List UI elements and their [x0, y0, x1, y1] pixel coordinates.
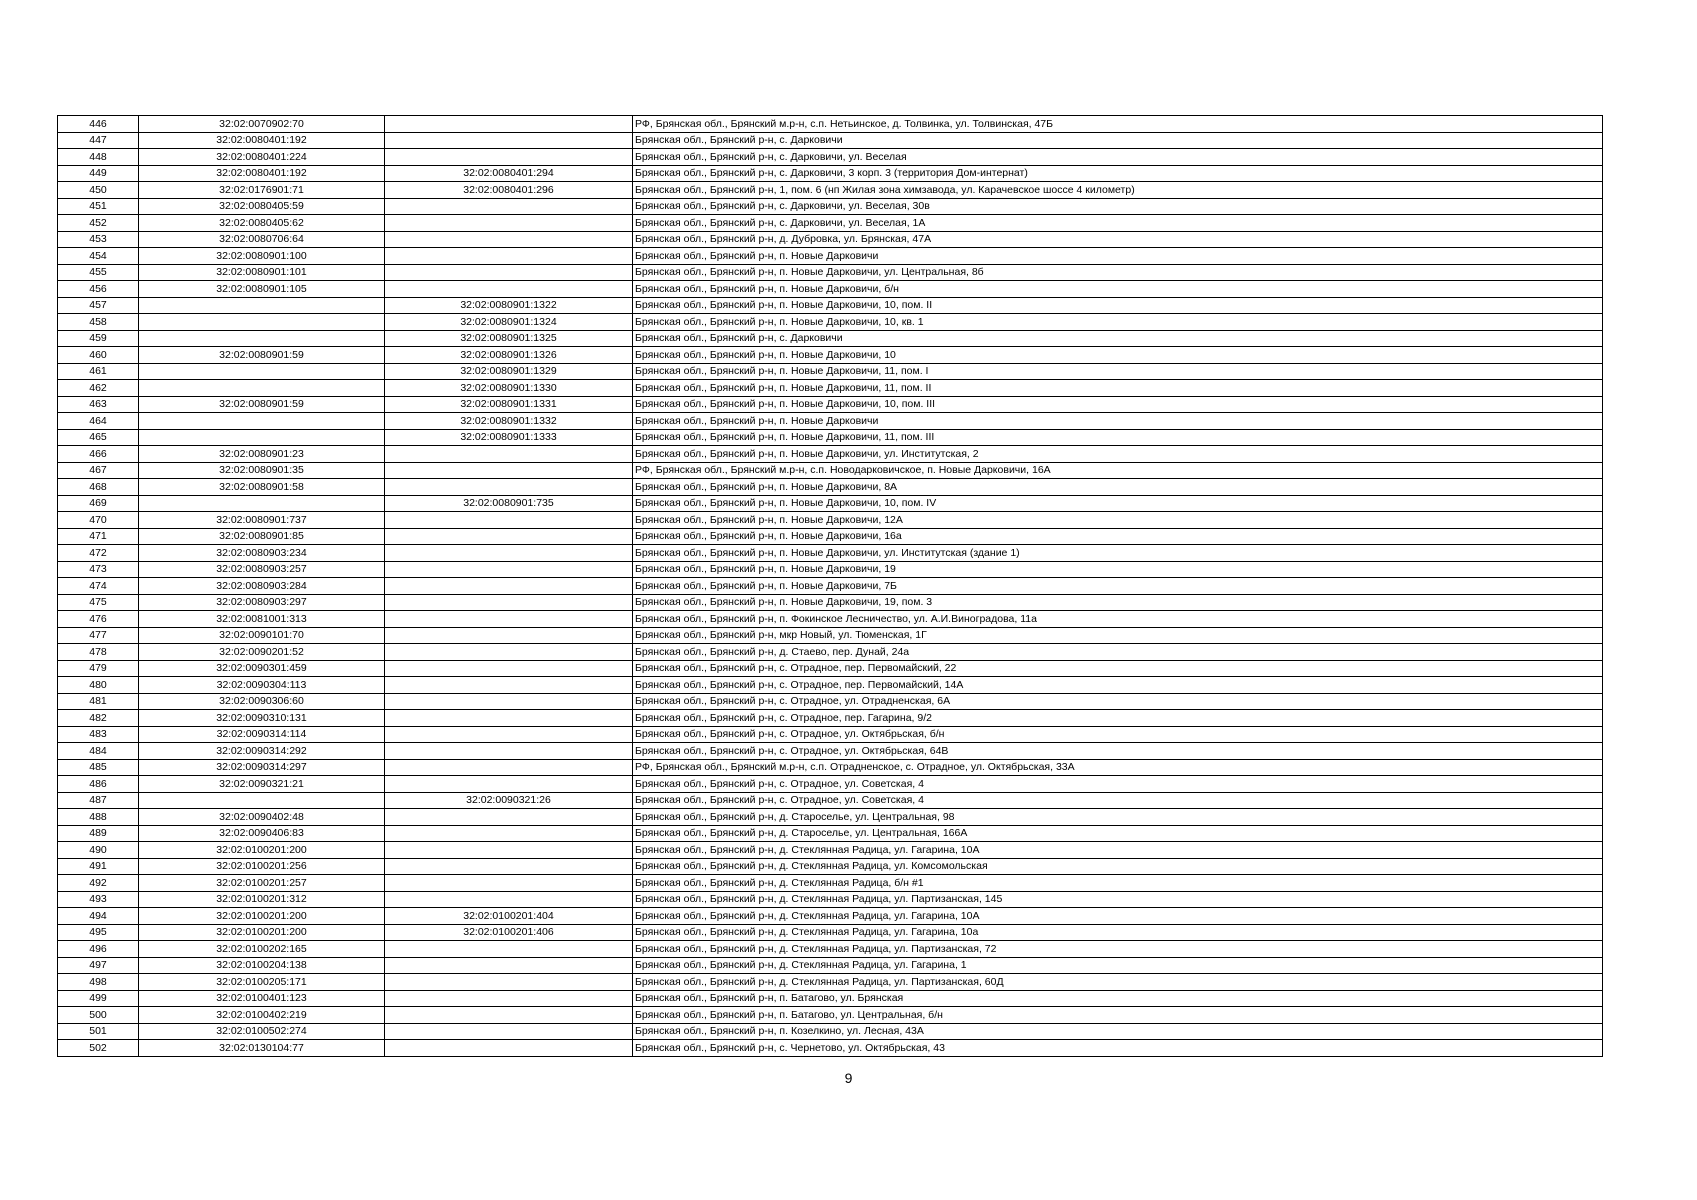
row-number-cell: 453 — [58, 231, 139, 248]
related-cadastral-number-cell — [385, 479, 633, 496]
cadastral-number-cell: 32:02:0090321:21 — [139, 776, 385, 793]
related-cadastral-number-cell: 32:02:0080901:1325 — [385, 330, 633, 347]
table-row — [58, 924, 1603, 941]
related-cadastral-number-cell — [385, 825, 633, 842]
table-row — [58, 429, 1603, 446]
related-cadastral-number-cell — [385, 611, 633, 628]
row-number-cell: 480 — [58, 677, 139, 694]
cadastral-number-cell: 32:02:0090101:70 — [139, 627, 385, 644]
address-cell: Брянская обл., Брянский р-н, мкр Новый, ул. Тюменская, 1Г — [633, 627, 1603, 644]
related-cadastral-number-cell — [385, 974, 633, 991]
cadastral-number-cell: 32:02:0080901:101 — [139, 264, 385, 281]
row-number-cell: 451 — [58, 198, 139, 215]
address-cell: Брянская обл., Брянский р-н, п. Новые Дарковичи, 12А — [633, 512, 1603, 529]
related-cadastral-number-cell — [385, 149, 633, 166]
related-cadastral-number-cell — [385, 726, 633, 743]
address-cell: Брянская обл., Брянский р-н, п. Новые Дарковичи — [633, 248, 1603, 265]
row-number-cell: 458 — [58, 314, 139, 331]
row-number-cell: 449 — [58, 165, 139, 182]
related-cadastral-number-cell — [385, 594, 633, 611]
row-number-cell: 467 — [58, 462, 139, 479]
address-cell: Брянская обл., Брянский р-н, д. Стеклянная Радица, ул. Комсомольская — [633, 858, 1603, 875]
row-number-cell: 474 — [58, 578, 139, 595]
address-cell: Брянская обл., Брянский р-н, п. Новые Дарковичи, 7Б — [633, 578, 1603, 595]
related-cadastral-number-cell — [385, 990, 633, 1007]
cadastral-number-cell: 32:02:0080903:257 — [139, 561, 385, 578]
cadastral-number-cell: 32:02:0080903:297 — [139, 594, 385, 611]
address-cell: Брянская обл., Брянский р-н, п. Новые Дарковичи, 19, пом. 3 — [633, 594, 1603, 611]
related-cadastral-number-cell — [385, 644, 633, 661]
cadastral-number-cell: 32:02:0090201:52 — [139, 644, 385, 661]
row-number-cell: 497 — [58, 957, 139, 974]
related-cadastral-number-cell — [385, 842, 633, 859]
row-number-cell: 447 — [58, 132, 139, 149]
row-number-cell: 455 — [58, 264, 139, 281]
row-number-cell: 471 — [58, 528, 139, 545]
address-cell: Брянская обл., Брянский р-н, п. Новые Дарковичи, 8А — [633, 479, 1603, 496]
cadastral-number-cell: 32:02:0080405:62 — [139, 215, 385, 232]
related-cadastral-number-cell — [385, 957, 633, 974]
related-cadastral-number-cell: 32:02:0080901:1333 — [385, 429, 633, 446]
cadastral-number-cell: 32:02:0090314:297 — [139, 759, 385, 776]
row-number-cell: 470 — [58, 512, 139, 529]
address-cell: Брянская обл., Брянский р-н, д. Дубровка, ул. Брянская, 47А — [633, 231, 1603, 248]
address-cell: РФ, Брянская обл., Брянский м.р-н, с.п. Нетьинское, д. Толвинка, ул. Толвинская, 47Б — [633, 116, 1603, 133]
address-cell: Брянская обл., Брянский р-н, д. Стеклянная Радица, ул. Партизанская, 145 — [633, 891, 1603, 908]
address-cell: Брянская обл., Брянский р-н, п. Новые Дарковичи, 10, кв. 1 — [633, 314, 1603, 331]
cadastral-number-cell: 32:02:0070902:70 — [139, 116, 385, 133]
address-cell: Брянская обл., Брянский р-н, с. Дарковичи — [633, 330, 1603, 347]
related-cadastral-number-cell — [385, 809, 633, 826]
address-cell: Брянская обл., Брянский р-н, с. Отрадное, пер. Первомайский, 14А — [633, 677, 1603, 694]
address-cell: Брянская обл., Брянский р-н, с. Чернетово, ул. Октябрьская, 43 — [633, 1040, 1603, 1057]
address-cell: Брянская обл., Брянский р-н, п. Новые Дарковичи, 11, пом. III — [633, 429, 1603, 446]
address-cell: Брянская обл., Брянский р-н, п. Козелкино, ул. Лесная, 43А — [633, 1023, 1603, 1040]
related-cadastral-number-cell: 32:02:0080901:1330 — [385, 380, 633, 397]
table-row — [58, 116, 1603, 133]
related-cadastral-number-cell — [385, 132, 633, 149]
row-number-cell: 494 — [58, 908, 139, 925]
cadastral-number-cell: 32:02:0080401:192 — [139, 132, 385, 149]
cadastral-number-cell: 32:02:0090306:60 — [139, 693, 385, 710]
related-cadastral-number-cell: 32:02:0080901:1324 — [385, 314, 633, 331]
related-cadastral-number-cell: 32:02:0080401:296 — [385, 182, 633, 199]
cadastral-number-cell: 32:02:0080901:59 — [139, 347, 385, 364]
address-cell: Брянская обл., Брянский р-н, п. Новые Дарковичи, ул. Центральная, 8б — [633, 264, 1603, 281]
row-number-cell: 452 — [58, 215, 139, 232]
row-number-cell: 462 — [58, 380, 139, 397]
address-cell: Брянская обл., Брянский р-н, с. Отрадное, пер. Гагарина, 9/2 — [633, 710, 1603, 727]
row-number-cell: 469 — [58, 495, 139, 512]
table-row — [58, 809, 1603, 826]
related-cadastral-number-cell — [385, 264, 633, 281]
table-row — [58, 825, 1603, 842]
cadastral-number-cell: 32:02:0080901:35 — [139, 462, 385, 479]
address-cell: Брянская обл., Брянский р-н, п. Новые Дарковичи, 11, пом. I — [633, 363, 1603, 380]
related-cadastral-number-cell — [385, 198, 633, 215]
table-row — [58, 264, 1603, 281]
address-cell: Брянская обл., Брянский р-н, д. Стеклянная Радица, ул. Гагарина, 10А — [633, 842, 1603, 859]
row-number-cell: 446 — [58, 116, 139, 133]
table-row — [58, 677, 1603, 694]
table-row — [58, 347, 1603, 364]
cadastral-number-cell — [139, 792, 385, 809]
table-row — [58, 495, 1603, 512]
cadastral-number-cell — [139, 314, 385, 331]
cadastral-number-cell: 32:02:0081001:313 — [139, 611, 385, 628]
address-cell: Брянская обл., Брянский р-н, д. Стеклянная Радица, ул. Партизанская, 72 — [633, 941, 1603, 958]
row-number-cell: 450 — [58, 182, 139, 199]
row-number-cell: 486 — [58, 776, 139, 793]
table-row — [58, 858, 1603, 875]
cadastral-number-cell: 32:02:0080405:59 — [139, 198, 385, 215]
row-number-cell: 479 — [58, 660, 139, 677]
related-cadastral-number-cell — [385, 462, 633, 479]
cadastral-number-cell: 32:02:0080706:64 — [139, 231, 385, 248]
cadastral-number-cell — [139, 297, 385, 314]
address-cell: Брянская обл., Брянский р-н, с. Отрадное, ул. Советская, 4 — [633, 776, 1603, 793]
table-row — [58, 561, 1603, 578]
row-number-cell: 448 — [58, 149, 139, 166]
cadastral-number-cell: 32:02:0100201:312 — [139, 891, 385, 908]
row-number-cell: 498 — [58, 974, 139, 991]
table-row — [58, 776, 1603, 793]
cadastral-number-cell — [139, 413, 385, 430]
address-cell: Брянская обл., Брянский р-н, с. Дарковичи, ул. Веселая — [633, 149, 1603, 166]
table-row — [58, 627, 1603, 644]
address-cell: Брянская обл., Брянский р-н, с. Отрадное, ул. Октябрьская, б/н — [633, 726, 1603, 743]
table-row — [58, 380, 1603, 397]
row-number-cell: 500 — [58, 1007, 139, 1024]
row-number-cell: 460 — [58, 347, 139, 364]
address-cell: РФ, Брянская обл., Брянский м.р-н, с.п. Новодарковичское, п. Новые Дарковичи, 16А — [633, 462, 1603, 479]
table-row — [58, 957, 1603, 974]
row-number-cell: 464 — [58, 413, 139, 430]
cadastral-number-cell — [139, 429, 385, 446]
row-number-cell: 489 — [58, 825, 139, 842]
related-cadastral-number-cell: 32:02:0080901:735 — [385, 495, 633, 512]
table-row — [58, 842, 1603, 859]
cadastral-number-cell: 32:02:0100201:256 — [139, 858, 385, 875]
related-cadastral-number-cell — [385, 941, 633, 958]
cadastral-number-cell: 32:02:0100402:219 — [139, 1007, 385, 1024]
related-cadastral-number-cell: 32:02:0080901:1326 — [385, 347, 633, 364]
row-number-cell: 463 — [58, 396, 139, 413]
address-cell: Брянская обл., Брянский р-н, д. Староселье, ул. Центральная, 166А — [633, 825, 1603, 842]
row-number-cell: 496 — [58, 941, 139, 958]
table-row — [58, 891, 1603, 908]
table-row — [58, 314, 1603, 331]
cadastral-number-cell: 32:02:0090406:83 — [139, 825, 385, 842]
row-number-cell: 499 — [58, 990, 139, 1007]
related-cadastral-number-cell — [385, 446, 633, 463]
row-number-cell: 490 — [58, 842, 139, 859]
row-number-cell: 461 — [58, 363, 139, 380]
related-cadastral-number-cell — [385, 1023, 633, 1040]
related-cadastral-number-cell — [385, 528, 633, 545]
address-cell: Брянская обл., Брянский р-н, д. Стеклянная Радица, ул. Гагарина, 10а — [633, 924, 1603, 941]
row-number-cell: 492 — [58, 875, 139, 892]
table-row — [58, 198, 1603, 215]
table-row — [58, 512, 1603, 529]
registry-table-body — [58, 116, 1603, 1057]
related-cadastral-number-cell: 32:02:0080901:1322 — [385, 297, 633, 314]
cadastral-number-cell: 32:02:0080901:737 — [139, 512, 385, 529]
table-row — [58, 149, 1603, 166]
row-number-cell: 481 — [58, 693, 139, 710]
table-row — [58, 1007, 1603, 1024]
page-number: 9 — [844, 1070, 853, 1086]
cadastral-number-cell: 32:02:0100201:200 — [139, 842, 385, 859]
address-cell: Брянская обл., Брянский р-н, п. Новые Дарковичи, 10, пом. III — [633, 396, 1603, 413]
row-number-cell: 475 — [58, 594, 139, 611]
cadastral-number-cell: 32:02:0080901:58 — [139, 479, 385, 496]
related-cadastral-number-cell: 32:02:0080901:1329 — [385, 363, 633, 380]
table-row — [58, 759, 1603, 776]
related-cadastral-number-cell — [385, 677, 633, 694]
table-row — [58, 528, 1603, 545]
table-row — [58, 545, 1603, 562]
table-row — [58, 446, 1603, 463]
related-cadastral-number-cell — [385, 743, 633, 760]
cadastral-number-cell: 32:02:0090310:131 — [139, 710, 385, 727]
related-cadastral-number-cell: 32:02:0100201:406 — [385, 924, 633, 941]
table-row — [58, 908, 1603, 925]
related-cadastral-number-cell — [385, 545, 633, 562]
row-number-cell: 495 — [58, 924, 139, 941]
row-number-cell: 472 — [58, 545, 139, 562]
row-number-cell: 454 — [58, 248, 139, 265]
address-cell: Брянская обл., Брянский р-н, п. Новые Дарковичи, 19 — [633, 561, 1603, 578]
cadastral-number-cell: 32:02:0080903:284 — [139, 578, 385, 595]
address-cell: Брянская обл., Брянский р-н, д. Стаево, пер. Дунай, 24а — [633, 644, 1603, 661]
cadastral-number-cell: 32:02:0176901:71 — [139, 182, 385, 199]
row-number-cell: 501 — [58, 1023, 139, 1040]
related-cadastral-number-cell — [385, 231, 633, 248]
cadastral-number-cell: 32:02:0100202:165 — [139, 941, 385, 958]
row-number-cell: 502 — [58, 1040, 139, 1057]
address-cell: Брянская обл., Брянский р-н, д. Стеклянная Радица, ул. Гагарина, 1 — [633, 957, 1603, 974]
address-cell: Брянская обл., Брянский р-н, с. Дарковичи — [633, 132, 1603, 149]
cadastral-number-cell: 32:02:0100502:274 — [139, 1023, 385, 1040]
table-row — [58, 875, 1603, 892]
cadastral-number-cell: 32:02:0100201:200 — [139, 924, 385, 941]
row-number-cell: 468 — [58, 479, 139, 496]
cadastral-number-cell — [139, 330, 385, 347]
address-cell: Брянская обл., Брянский р-н, п. Новые Дарковичи, б/н — [633, 281, 1603, 298]
address-cell: Брянская обл., Брянский р-н, 1, пом. 6 (нп Жилая зона химзавода, ул. Карачевское шоссе 4 километр) — [633, 182, 1603, 199]
related-cadastral-number-cell — [385, 578, 633, 595]
row-number-cell: 493 — [58, 891, 139, 908]
address-cell: Брянская обл., Брянский р-н, п. Батагово, ул. Центральная, б/н — [633, 1007, 1603, 1024]
address-cell: Брянская обл., Брянский р-н, п. Новые Дарковичи, 10, пом. II — [633, 297, 1603, 314]
cadastral-number-cell: 32:02:0080903:234 — [139, 545, 385, 562]
table-row — [58, 1023, 1603, 1040]
table-row — [58, 726, 1603, 743]
row-number-cell: 476 — [58, 611, 139, 628]
cadastral-number-cell — [139, 495, 385, 512]
cadastral-number-cell: 32:02:0090314:292 — [139, 743, 385, 760]
table-row — [58, 479, 1603, 496]
row-number-cell: 465 — [58, 429, 139, 446]
cadastral-number-cell: 32:02:0080901:100 — [139, 248, 385, 265]
cadastral-number-cell: 32:02:0100201:257 — [139, 875, 385, 892]
row-number-cell: 482 — [58, 710, 139, 727]
table-row — [58, 710, 1603, 727]
table-row — [58, 660, 1603, 677]
address-cell: Брянская обл., Брянский р-н, д. Стеклянная Радица, б/н #1 — [633, 875, 1603, 892]
cadastral-number-cell: 32:02:0100204:138 — [139, 957, 385, 974]
address-cell: Брянская обл., Брянский р-н, с. Дарковичи, ул. Веселая, 1А — [633, 215, 1603, 232]
cadastral-number-cell: 32:02:0130104:77 — [139, 1040, 385, 1057]
table-row — [58, 462, 1603, 479]
cadastral-number-cell: 32:02:0090314:114 — [139, 726, 385, 743]
table-row — [58, 215, 1603, 232]
row-number-cell: 487 — [58, 792, 139, 809]
address-cell: Брянская обл., Брянский р-н, п. Новые Дарковичи, ул. Институтская, 2 — [633, 446, 1603, 463]
cadastral-number-cell: 32:02:0100205:171 — [139, 974, 385, 991]
row-number-cell: 491 — [58, 858, 139, 875]
related-cadastral-number-cell: 32:02:0090321:26 — [385, 792, 633, 809]
row-number-cell: 456 — [58, 281, 139, 298]
table-row — [58, 330, 1603, 347]
related-cadastral-number-cell — [385, 858, 633, 875]
table-row — [58, 413, 1603, 430]
table-row — [58, 165, 1603, 182]
table-row — [58, 644, 1603, 661]
related-cadastral-number-cell: 32:02:0080901:1331 — [385, 396, 633, 413]
table-row — [58, 743, 1603, 760]
related-cadastral-number-cell: 32:02:0080901:1332 — [385, 413, 633, 430]
related-cadastral-number-cell — [385, 627, 633, 644]
cadastral-number-cell: 32:02:0100401:123 — [139, 990, 385, 1007]
table-row — [58, 297, 1603, 314]
row-number-cell: 488 — [58, 809, 139, 826]
registry-table — [57, 115, 1603, 1057]
address-cell: Брянская обл., Брянский р-н, п. Новые Дарковичи, 11, пом. II — [633, 380, 1603, 397]
cadastral-number-cell: 32:02:0090301:459 — [139, 660, 385, 677]
address-cell: Брянская обл., Брянский р-н, п. Новые Дарковичи, 10 — [633, 347, 1603, 364]
address-cell: Брянская обл., Брянский р-н, п. Новые Дарковичи, 16а — [633, 528, 1603, 545]
table-row — [58, 248, 1603, 265]
address-cell: РФ, Брянская обл., Брянский м.р-н, с.п. Отрадненское, с. Отрадное, ул. Октябрьская, 33А — [633, 759, 1603, 776]
row-number-cell: 478 — [58, 644, 139, 661]
table-row — [58, 941, 1603, 958]
table-row — [58, 1040, 1603, 1057]
table-row — [58, 231, 1603, 248]
cadastral-number-cell: 32:02:0100201:200 — [139, 908, 385, 925]
cadastral-number-cell: 32:02:0080901:23 — [139, 446, 385, 463]
address-cell: Брянская обл., Брянский р-н, с. Отрадное, пер. Первомайский, 22 — [633, 660, 1603, 677]
cadastral-number-cell: 32:02:0080401:192 — [139, 165, 385, 182]
table-row — [58, 281, 1603, 298]
related-cadastral-number-cell — [385, 710, 633, 727]
related-cadastral-number-cell — [385, 281, 633, 298]
address-cell: Брянская обл., Брянский р-н, с. Отрадное, ул. Отрадненская, 6А — [633, 693, 1603, 710]
address-cell: Брянская обл., Брянский р-н, п. Новые Дарковичи, ул. Институтская (здание 1) — [633, 545, 1603, 562]
related-cadastral-number-cell — [385, 215, 633, 232]
address-cell: Брянская обл., Брянский р-н, п. Новые Дарковичи — [633, 413, 1603, 430]
cadastral-number-cell — [139, 380, 385, 397]
table-row — [58, 792, 1603, 809]
related-cadastral-number-cell: 32:02:0080401:294 — [385, 165, 633, 182]
row-number-cell: 457 — [58, 297, 139, 314]
address-cell: Брянская обл., Брянский р-н, д. Стеклянная Радица, ул. Гагарина, 10А — [633, 908, 1603, 925]
related-cadastral-number-cell — [385, 1007, 633, 1024]
address-cell: Брянская обл., Брянский р-н, д. Староселье, ул. Центральная, 98 — [633, 809, 1603, 826]
related-cadastral-number-cell — [385, 116, 633, 133]
address-cell: Брянская обл., Брянский р-н, с. Отрадное, ул. Советская, 4 — [633, 792, 1603, 809]
address-cell: Брянская обл., Брянский р-н, п. Новые Дарковичи, 10, пом. IV — [633, 495, 1603, 512]
row-number-cell: 459 — [58, 330, 139, 347]
table-row — [58, 396, 1603, 413]
address-cell: Брянская обл., Брянский р-н, д. Стеклянная Радица, ул. Партизанская, 60Д — [633, 974, 1603, 991]
cadastral-number-cell: 32:02:0080901:59 — [139, 396, 385, 413]
cadastral-number-cell: 32:02:0090402:48 — [139, 809, 385, 826]
address-cell: Брянская обл., Брянский р-н, с. Дарковичи, 3 корп. 3 (территория Дом-интернат) — [633, 165, 1603, 182]
related-cadastral-number-cell — [385, 891, 633, 908]
table-row — [58, 990, 1603, 1007]
related-cadastral-number-cell — [385, 693, 633, 710]
cadastral-number-cell: 32:02:0080401:224 — [139, 149, 385, 166]
row-number-cell: 484 — [58, 743, 139, 760]
related-cadastral-number-cell — [385, 660, 633, 677]
table-row — [58, 611, 1603, 628]
address-cell: Брянская обл., Брянский р-н, п. Батагово, ул. Брянская — [633, 990, 1603, 1007]
related-cadastral-number-cell — [385, 512, 633, 529]
row-number-cell: 473 — [58, 561, 139, 578]
cadastral-number-cell: 32:02:0080901:105 — [139, 281, 385, 298]
address-cell: Брянская обл., Брянский р-н, с. Отрадное, ул. Октябрьская, 64В — [633, 743, 1603, 760]
related-cadastral-number-cell: 32:02:0100201:404 — [385, 908, 633, 925]
cadastral-number-cell: 32:02:0090304:113 — [139, 677, 385, 694]
table-row — [58, 974, 1603, 991]
cadastral-number-cell: 32:02:0080901:85 — [139, 528, 385, 545]
row-number-cell: 466 — [58, 446, 139, 463]
address-cell: Брянская обл., Брянский р-н, п. Фокинское Лесничество, ул. А.И.Виноградова, 11а — [633, 611, 1603, 628]
table-row — [58, 132, 1603, 149]
related-cadastral-number-cell — [385, 776, 633, 793]
related-cadastral-number-cell — [385, 759, 633, 776]
table-row — [58, 182, 1603, 199]
table-row — [58, 363, 1603, 380]
related-cadastral-number-cell — [385, 875, 633, 892]
related-cadastral-number-cell — [385, 248, 633, 265]
row-number-cell: 477 — [58, 627, 139, 644]
cadastral-number-cell — [139, 363, 385, 380]
table-row — [58, 693, 1603, 710]
related-cadastral-number-cell — [385, 1040, 633, 1057]
row-number-cell: 485 — [58, 759, 139, 776]
address-cell: Брянская обл., Брянский р-н, с. Дарковичи, ул. Веселая, 30в — [633, 198, 1603, 215]
related-cadastral-number-cell — [385, 561, 633, 578]
row-number-cell: 483 — [58, 726, 139, 743]
table-row — [58, 578, 1603, 595]
table-row — [58, 594, 1603, 611]
